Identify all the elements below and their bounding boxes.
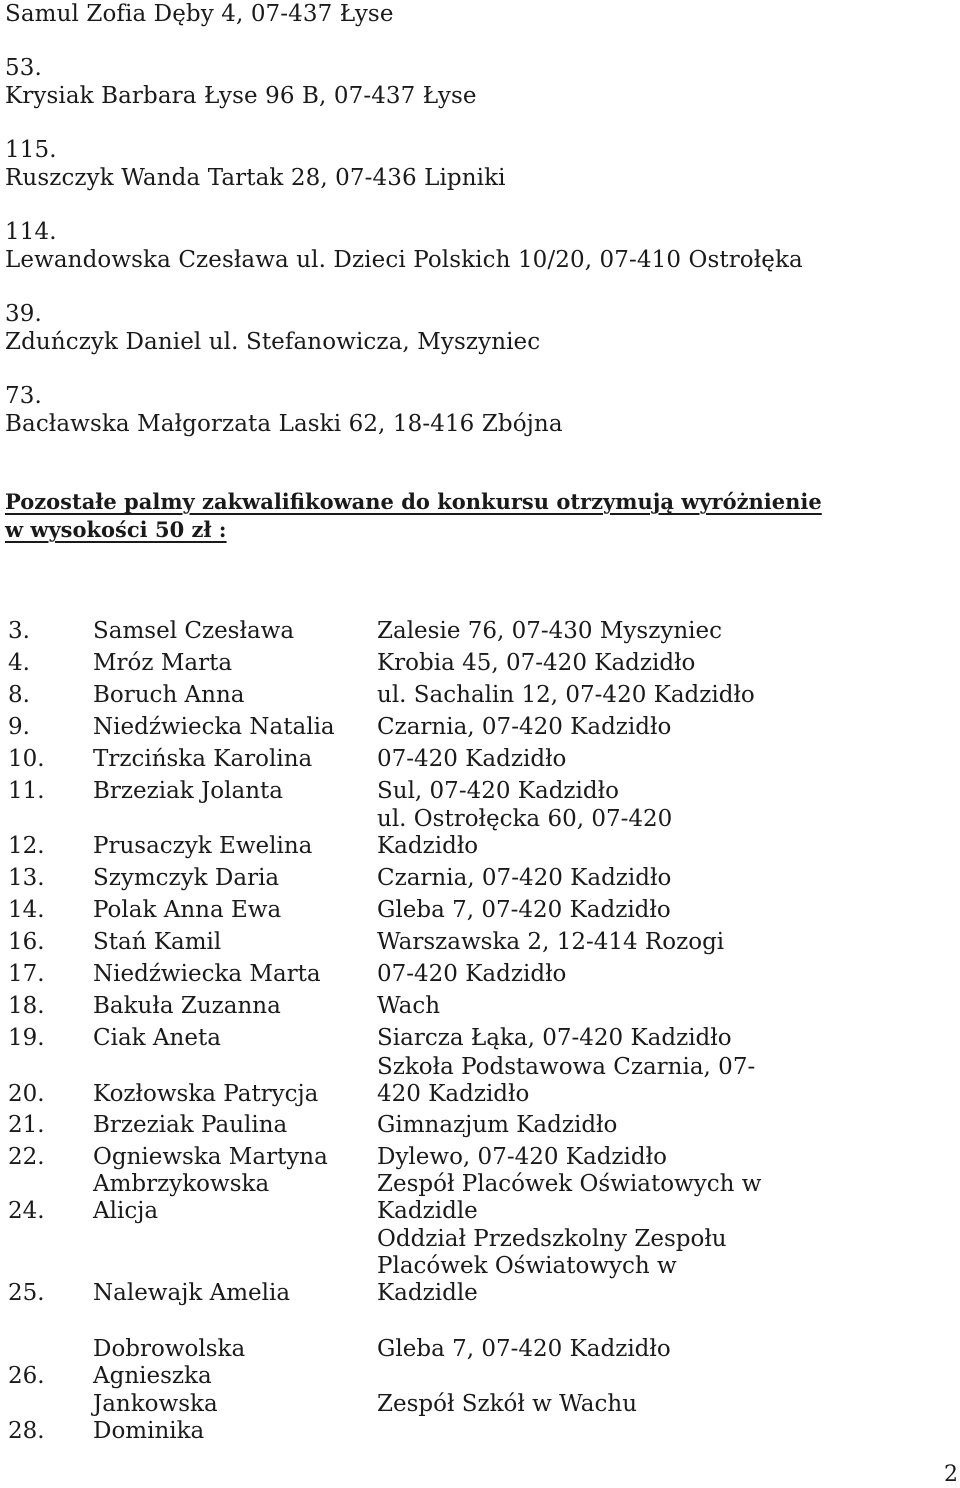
entry-name: Ogniewska Martyna — [93, 1144, 328, 1170]
entry-number: 9. — [8, 714, 30, 740]
entry-number: 13. — [8, 865, 45, 891]
entry-number: 22. — [8, 1144, 45, 1170]
entry-number: 21. — [8, 1112, 45, 1138]
entry-name: Brzeziak Paulina — [93, 1112, 288, 1138]
entry-number: 20. — [8, 1081, 45, 1107]
entry-name: Alicja — [93, 1198, 159, 1224]
entry-address: Placówek Oświatowych w — [377, 1253, 677, 1279]
entry-name: Polak Anna Ewa — [93, 897, 282, 923]
entry-address: Czarnia, 07-420 Kadzidło — [377, 865, 672, 891]
entry-name: Niedźwiecka Marta — [93, 961, 321, 987]
entry-name: Szymczyk Daria — [93, 865, 280, 891]
entry-address: Szkoła Podstawowa Czarnia, 07- — [377, 1054, 756, 1080]
entry-name: Dobrowolska — [93, 1336, 246, 1362]
entry-name: Trzcińska Karolina — [93, 746, 313, 772]
entry-number: 18. — [8, 993, 45, 1019]
entry-address: Wach — [377, 993, 441, 1019]
intro-line: Ruszczyk Wanda Tartak 28, 07-436 Lipniki — [5, 165, 506, 191]
entry-name: Mróz Marta — [93, 650, 233, 676]
entry-address: Czarnia, 07-420 Kadzidło — [377, 714, 672, 740]
entry-number: 8. — [8, 682, 30, 708]
entry-address: 07-420 Kadzidło — [377, 961, 567, 987]
intro-line: 115. — [5, 137, 57, 163]
entry-number: 19. — [8, 1025, 45, 1051]
entry-number: 11. — [8, 778, 45, 804]
entry-address: Sul, 07-420 Kadzidło — [377, 778, 619, 804]
entry-number: 14. — [8, 897, 45, 923]
entry-address: Kadzidło — [377, 833, 479, 859]
entry-address: Siarcza Łąka, 07-420 Kadzidło — [377, 1025, 732, 1051]
intro-line: Zduńczyk Daniel ul. Stefanowicza, Myszyniec — [5, 329, 541, 355]
entry-number: 17. — [8, 961, 45, 987]
intro-line: Lewandowska Czesława ul. Dzieci Polskich 10/20, 07-410 Ostrołęka — [5, 247, 803, 273]
entry-name: Agnieszka — [93, 1363, 212, 1389]
entry-address: Kadzidle — [377, 1280, 478, 1306]
entry-address: Zespół Szkół w Wachu — [377, 1391, 638, 1417]
entry-name: Nalewajk Amelia — [93, 1280, 291, 1306]
section-heading-line: w wysokości 50 zł : — [5, 517, 227, 542]
entry-address: Kadzidle — [377, 1198, 478, 1224]
entry-name: Prusaczyk Ewelina — [93, 833, 313, 859]
entry-address: Oddział Przedszkolny Zespołu — [377, 1226, 727, 1252]
entry-name: Ambrzykowska — [93, 1171, 270, 1197]
entry-name: Dominika — [93, 1418, 205, 1444]
entry-number: 28. — [8, 1418, 45, 1444]
entry-address: 420 Kadzidło — [377, 1081, 530, 1107]
entry-number: 12. — [8, 833, 45, 859]
entry-address: Gleba 7, 07-420 Kadzidło — [377, 1336, 671, 1362]
entry-number: 3. — [8, 618, 30, 644]
entry-address: Zalesie 76, 07-430 Myszyniec — [377, 618, 722, 644]
entry-name: Niedźwiecka Natalia — [93, 714, 335, 740]
entry-address: Dylewo, 07-420 Kadzidło — [377, 1144, 667, 1170]
entry-address: ul. Sachalin 12, 07-420 Kadzidło — [377, 682, 755, 708]
entry-name: Bakuła Zuzanna — [93, 993, 281, 1019]
intro-line: 73. — [5, 383, 42, 409]
entry-number: 16. — [8, 929, 45, 955]
entry-name: Boruch Anna — [93, 682, 245, 708]
section-heading-line: Pozostałe palmy zakwalifikowane do konkursu otrzymują wyróżnienie — [5, 489, 822, 514]
entry-address: Krobia 45, 07-420 Kadzidło — [377, 650, 696, 676]
intro-line: Bacławska Małgorzata Laski 62, 18-416 Zbójna — [5, 411, 563, 437]
intro-line: 114. — [5, 219, 57, 245]
entry-address: Warszawska 2, 12-414 Rozogi — [377, 929, 725, 955]
intro-line: Samul Zofia Dęby 4, 07-437 Łyse — [5, 1, 394, 27]
page-number: 2 — [944, 1462, 958, 1487]
section-heading — [5, 488, 905, 544]
entry-name: Kozłowska Patrycja — [93, 1081, 319, 1107]
intro-line: 39. — [5, 301, 42, 327]
entry-name: Brzeziak Jolanta — [93, 778, 283, 804]
entry-address: Zespół Placówek Oświatowych w — [377, 1171, 762, 1197]
entry-address: ul. Ostrołęcka 60, 07-420 — [377, 806, 673, 832]
entry-number: 25. — [8, 1280, 45, 1306]
entry-address: Gleba 7, 07-420 Kadzidło — [377, 897, 671, 923]
intro-line: 53. — [5, 55, 42, 81]
entry-number: 26. — [8, 1363, 45, 1389]
entry-number: 24. — [8, 1198, 45, 1224]
entry-number: 4. — [8, 650, 30, 676]
intro-line: Krysiak Barbara Łyse 96 B, 07-437 Łyse — [5, 83, 477, 109]
entry-name: Ciak Aneta — [93, 1025, 221, 1051]
entry-name: Jankowska — [93, 1391, 218, 1417]
entry-number: 10. — [8, 746, 45, 772]
entry-name: Samsel Czesława — [93, 618, 295, 644]
entry-address: Gimnazjum Kadzidło — [377, 1112, 618, 1138]
entry-name: Stań Kamil — [93, 929, 222, 955]
entry-address: 07-420 Kadzidło — [377, 746, 567, 772]
